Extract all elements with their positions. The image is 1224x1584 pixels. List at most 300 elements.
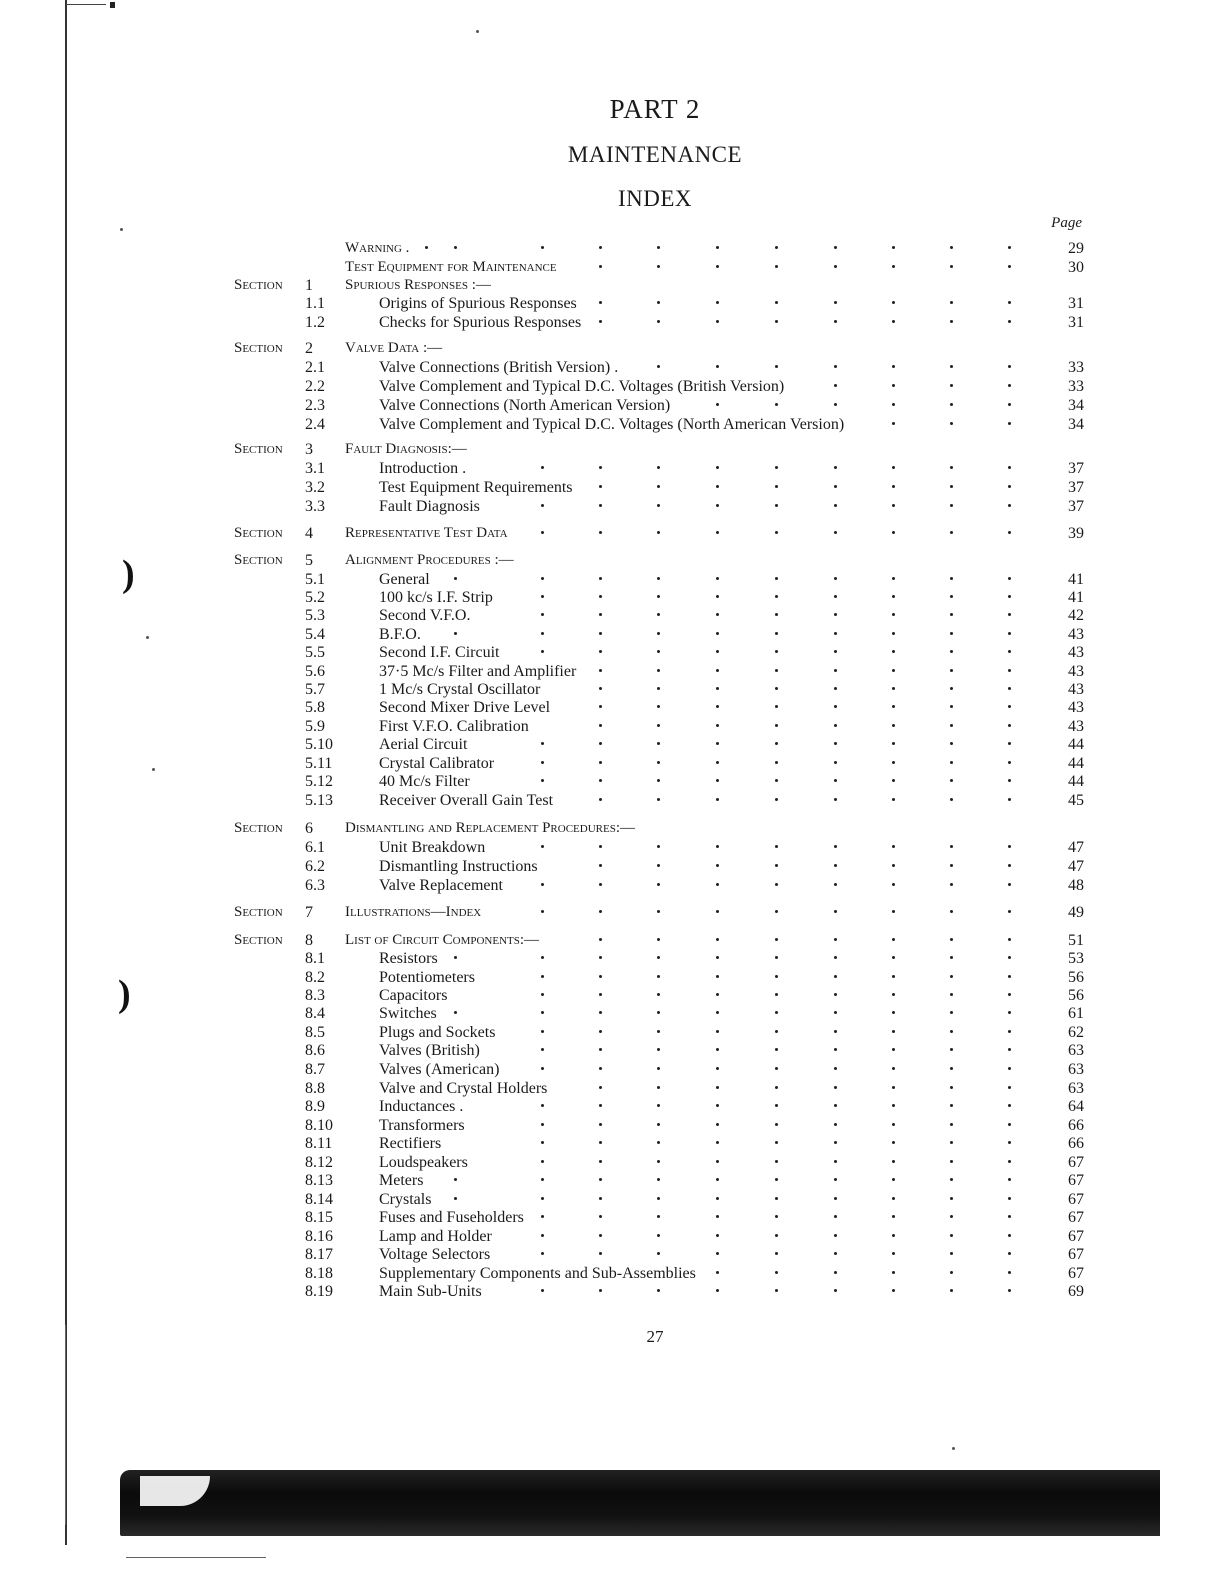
leader-dot — [1008, 485, 1011, 488]
leader-dot — [775, 265, 778, 268]
entry-title: Alignment Procedures :— — [345, 552, 514, 568]
leader-dots — [0, 570, 1224, 589]
leader-dot — [541, 975, 544, 978]
leader-dots — [0, 588, 1224, 607]
leader-dot — [716, 531, 719, 534]
leader-dot — [950, 669, 953, 672]
index-row[interactable] — [0, 1060, 1224, 1079]
leader-dot — [599, 938, 602, 941]
entry-title: Dismantling and Replacement Procedures:— — [345, 820, 635, 836]
index-row[interactable] — [0, 1097, 1224, 1116]
leader-dot — [892, 1104, 895, 1107]
index-row[interactable] — [0, 258, 1224, 277]
leader-dot — [716, 845, 719, 848]
leader-dots — [0, 415, 1224, 434]
leader-dot — [716, 993, 719, 996]
leader-dot — [892, 669, 895, 672]
section-label: Section — [234, 277, 283, 293]
leader-dots — [0, 876, 1224, 895]
page-reference: 47 — [1068, 858, 1084, 875]
page-number: 27 — [646, 1327, 664, 1346]
leader-dots — [0, 680, 1224, 699]
leader-dot — [541, 1104, 544, 1107]
leader-dot — [834, 705, 837, 708]
leader-dot — [834, 910, 837, 913]
leader-dot — [1008, 466, 1011, 469]
leader-dot — [950, 1104, 953, 1107]
index-row[interactable] — [0, 1041, 1224, 1060]
page-reference: 33 — [1068, 359, 1084, 376]
leader-dot — [892, 365, 895, 368]
index-row[interactable] — [0, 239, 1224, 258]
leader-dot — [950, 956, 953, 959]
index-row[interactable] — [0, 968, 1224, 987]
leader-dot — [657, 687, 660, 690]
leader-dot — [892, 742, 895, 745]
page-reference: 37 — [1068, 460, 1084, 477]
leader-dot — [1008, 798, 1011, 801]
index-row[interactable] — [0, 1227, 1224, 1246]
entry-title: Rectifiers — [379, 1135, 442, 1152]
leader-dot — [541, 246, 544, 249]
page-reference: 41 — [1068, 589, 1084, 606]
leader-dot — [599, 1048, 602, 1051]
index-row[interactable] — [0, 276, 1224, 295]
leader-dot — [892, 531, 895, 534]
index-row[interactable] — [0, 1079, 1224, 1098]
leader-dot — [775, 1271, 778, 1274]
page-reference: 41 — [1068, 571, 1084, 588]
leader-dot — [541, 761, 544, 764]
index-row[interactable] — [0, 819, 1224, 838]
index-row[interactable] — [0, 294, 1224, 313]
leader-dots — [0, 986, 1224, 1005]
index-row[interactable] — [0, 396, 1224, 415]
section-number: 3.2 — [305, 479, 325, 496]
leader-dots — [0, 239, 1224, 258]
leader-dot — [892, 1067, 895, 1070]
leader-dot — [1008, 761, 1011, 764]
leader-dot — [775, 504, 778, 507]
page-reference: 56 — [1068, 987, 1084, 1004]
index-row[interactable] — [0, 459, 1224, 478]
leader-dot — [599, 485, 602, 488]
leader-dot — [657, 938, 660, 941]
index-row[interactable] — [0, 1190, 1224, 1209]
page-reference: 29 — [1068, 240, 1084, 257]
leader-dot — [892, 577, 895, 580]
index-row[interactable] — [0, 588, 1224, 607]
leader-dot — [657, 1215, 660, 1218]
leader-dot — [1008, 705, 1011, 708]
index-row[interactable] — [0, 838, 1224, 857]
leader-dot — [950, 1141, 953, 1144]
leader-dot — [599, 320, 602, 323]
leader-dot — [541, 650, 544, 653]
leader-dot — [599, 910, 602, 913]
scan-speck — [952, 1447, 955, 1450]
leader-dot — [950, 864, 953, 867]
leader-dot — [950, 705, 953, 708]
leader-dot — [834, 320, 837, 323]
leader-dot — [454, 956, 457, 959]
leader-dot — [775, 798, 778, 801]
leader-dots — [0, 1060, 1224, 1079]
leader-dot — [950, 761, 953, 764]
leader-dot — [454, 246, 457, 249]
index-row[interactable] — [0, 551, 1224, 570]
leader-dot — [892, 1234, 895, 1237]
leader-dot — [541, 595, 544, 598]
index-row[interactable] — [0, 1208, 1224, 1227]
index-row[interactable] — [0, 339, 1224, 358]
leader-dot — [950, 577, 953, 580]
index-row[interactable] — [0, 986, 1224, 1005]
leader-dot — [1008, 650, 1011, 653]
entry-title: Unit Breakdown — [379, 839, 486, 856]
leader-dot — [716, 1104, 719, 1107]
leader-dot — [834, 1011, 837, 1014]
leader-dot — [775, 1289, 778, 1292]
leader-dot — [1008, 422, 1011, 425]
scan-left-edge-lower — [65, 1325, 66, 1525]
leader-dot — [657, 1067, 660, 1070]
page-reference: 43 — [1068, 626, 1084, 643]
section-number: 8.10 — [305, 1117, 333, 1134]
leader-dot — [1008, 724, 1011, 727]
index-row[interactable] — [0, 754, 1224, 773]
page-reference: 31 — [1068, 314, 1084, 331]
leader-dot — [892, 1271, 895, 1274]
section-label: Section — [234, 340, 283, 356]
leader-dot — [834, 864, 837, 867]
index-row[interactable] — [0, 1004, 1224, 1023]
leader-dot — [599, 466, 602, 469]
leader-dot — [541, 845, 544, 848]
leader-dot — [599, 975, 602, 978]
page-reference: 37 — [1068, 498, 1084, 515]
leader-dot — [892, 1160, 895, 1163]
entry-title: General — [379, 571, 430, 588]
leader-dots — [0, 968, 1224, 987]
leader-dot — [834, 761, 837, 764]
leader-dot — [541, 632, 544, 635]
leader-dot — [599, 724, 602, 727]
leader-dot — [657, 1234, 660, 1237]
leader-dot — [834, 883, 837, 886]
leader-dot — [892, 1011, 895, 1014]
leader-dot — [657, 1104, 660, 1107]
leader-dot — [950, 1234, 953, 1237]
leader-dots — [0, 1171, 1224, 1190]
entry-title: Valve Complement and Typical D.C. Voltages (North American Version) — [379, 416, 845, 433]
section-number: 5 — [305, 552, 313, 569]
index-row[interactable] — [0, 735, 1224, 754]
index-row[interactable] — [0, 772, 1224, 791]
leader-dot — [775, 632, 778, 635]
index-row[interactable] — [0, 415, 1224, 434]
leader-dot — [892, 1048, 895, 1051]
section-number: 2 — [305, 340, 313, 357]
index-row[interactable] — [0, 497, 1224, 516]
leader-dot — [1008, 1123, 1011, 1126]
index-row[interactable] — [0, 1171, 1224, 1190]
entry-title: Potentiometers — [379, 969, 475, 986]
index-row[interactable] — [0, 698, 1224, 717]
leader-dot — [892, 687, 895, 690]
index-row[interactable] — [0, 1282, 1224, 1301]
leader-dot — [834, 384, 837, 387]
entry-title: Warning . — [345, 240, 410, 256]
page-reference: 30 — [1068, 259, 1084, 276]
index-row[interactable] — [0, 662, 1224, 681]
leader-dots — [0, 396, 1224, 415]
index-row[interactable] — [0, 570, 1224, 589]
leader-dot — [834, 993, 837, 996]
leader-dot — [657, 1197, 660, 1200]
leader-dot — [657, 779, 660, 782]
index-row[interactable] — [0, 903, 1224, 922]
leader-dots — [0, 931, 1224, 950]
leader-dot — [1008, 975, 1011, 978]
section-number: 5.10 — [305, 736, 333, 753]
section-number: 5.1 — [305, 571, 325, 588]
leader-dot — [950, 422, 953, 425]
index-row[interactable] — [0, 313, 1224, 332]
leader-dot — [657, 485, 660, 488]
leader-dot — [599, 864, 602, 867]
index-row[interactable] — [0, 440, 1224, 459]
page-reference: 47 — [1068, 839, 1084, 856]
page-reference: 48 — [1068, 877, 1084, 894]
entry-title: First V.F.O. Calibration — [379, 718, 529, 735]
section-number: 8.3 — [305, 987, 325, 1004]
entry-title: List of Circuit Components:— — [345, 932, 540, 948]
page-reference: 34 — [1068, 397, 1084, 414]
leader-dot — [1008, 1197, 1011, 1200]
leader-dot — [892, 403, 895, 406]
leader-dot — [950, 1048, 953, 1051]
leader-dot — [716, 724, 719, 727]
leader-dot — [892, 504, 895, 507]
section-number: 5.3 — [305, 607, 325, 624]
entry-title: Meters — [379, 1172, 424, 1189]
leader-dots — [0, 1134, 1224, 1153]
leader-dot — [541, 910, 544, 913]
page-reference: 62 — [1068, 1024, 1084, 1041]
entry-title: 40 Mc/s Filter — [379, 773, 470, 790]
leader-dot — [599, 1123, 602, 1126]
index-row[interactable] — [0, 680, 1224, 699]
binding-hole-mark: ) — [122, 553, 135, 595]
leader-dot — [834, 779, 837, 782]
leader-dot — [425, 246, 428, 249]
leader-dots — [0, 949, 1224, 968]
page-reference: 67 — [1068, 1154, 1084, 1171]
leader-dot — [950, 301, 953, 304]
leader-dot — [716, 403, 719, 406]
section-number: 5.13 — [305, 792, 333, 809]
section-number: 8.1 — [305, 950, 325, 967]
section-number: 8 — [305, 932, 313, 949]
entry-title: Valves (British) — [379, 1042, 480, 1059]
leader-dot — [599, 1160, 602, 1163]
leader-dot — [1008, 384, 1011, 387]
leader-dot — [834, 1160, 837, 1163]
leader-dot — [892, 724, 895, 727]
leader-dots — [0, 838, 1224, 857]
entry-title: Spurious Responses :— — [345, 277, 491, 293]
section-number: 3 — [305, 441, 313, 458]
leader-dots — [0, 772, 1224, 791]
entry-title: Loudspeakers — [379, 1154, 468, 1171]
leader-dot — [950, 246, 953, 249]
leader-dots — [0, 754, 1224, 773]
index-row[interactable] — [0, 949, 1224, 968]
leader-dot — [1008, 993, 1011, 996]
leader-dot — [775, 1234, 778, 1237]
leader-dot — [716, 577, 719, 580]
leader-dot — [950, 365, 953, 368]
index-row[interactable] — [0, 876, 1224, 895]
page-reference: 33 — [1068, 378, 1084, 395]
leader-dot — [775, 687, 778, 690]
leader-dot — [775, 669, 778, 672]
leader-dot — [775, 650, 778, 653]
index-row[interactable] — [0, 524, 1224, 543]
leader-dot — [657, 613, 660, 616]
leader-dot — [599, 669, 602, 672]
page-reference: 63 — [1068, 1080, 1084, 1097]
leader-dots — [0, 1079, 1224, 1098]
index-row[interactable] — [0, 857, 1224, 876]
index-row[interactable] — [0, 606, 1224, 625]
index-row[interactable] — [0, 643, 1224, 662]
entry-title: Crystal Calibrator — [379, 755, 495, 772]
leader-dot — [834, 742, 837, 745]
leader-dot — [892, 485, 895, 488]
index-row[interactable] — [0, 625, 1224, 644]
index-row[interactable] — [0, 1116, 1224, 1135]
leader-dot — [716, 1289, 719, 1292]
leader-dot — [892, 883, 895, 886]
section-number: 8.9 — [305, 1098, 325, 1115]
page-reference: 69 — [1068, 1283, 1084, 1300]
entry-title: Representative Test Data — [345, 525, 508, 541]
leader-dot — [950, 779, 953, 782]
leader-dot — [716, 466, 719, 469]
entry-title: B.F.O. — [379, 626, 421, 643]
section-number: 8.4 — [305, 1005, 325, 1022]
leader-dot — [716, 975, 719, 978]
section-number: 8.6 — [305, 1042, 325, 1059]
leader-dot — [950, 466, 953, 469]
leader-dot — [950, 724, 953, 727]
leader-dot — [657, 577, 660, 580]
leader-dot — [657, 975, 660, 978]
leader-dots — [0, 606, 1224, 625]
index-row[interactable] — [0, 717, 1224, 736]
leader-dot — [892, 1030, 895, 1033]
leader-dot — [775, 1160, 778, 1163]
leader-dot — [775, 320, 778, 323]
section-label: Section — [234, 552, 283, 568]
index-row[interactable] — [0, 358, 1224, 377]
leader-dot — [599, 1197, 602, 1200]
index-row[interactable] — [0, 791, 1224, 810]
leader-dot — [716, 1215, 719, 1218]
entry-title: Lamp and Holder — [379, 1228, 492, 1245]
index-row[interactable] — [0, 478, 1224, 497]
section-number: 8.12 — [305, 1154, 333, 1171]
index-row[interactable] — [0, 377, 1224, 396]
page-reference: 37 — [1068, 479, 1084, 496]
leader-dot — [599, 1178, 602, 1181]
entry-title: 1 Mc/s Crystal Oscillator — [379, 681, 541, 698]
leader-dot — [1008, 1030, 1011, 1033]
index-row[interactable] — [0, 931, 1224, 950]
leader-dot — [950, 403, 953, 406]
leader-dot — [1008, 320, 1011, 323]
leader-dot — [716, 669, 719, 672]
index-row[interactable] — [0, 1134, 1224, 1153]
leader-dot — [775, 1215, 778, 1218]
leader-dot — [657, 742, 660, 745]
entry-title: Valves (American) — [379, 1061, 500, 1078]
leader-dot — [834, 1123, 837, 1126]
index-row[interactable] — [0, 1264, 1224, 1283]
leader-dot — [775, 761, 778, 764]
leader-dot — [657, 993, 660, 996]
leader-dot — [834, 1215, 837, 1218]
index-row[interactable] — [0, 1023, 1224, 1042]
leader-dot — [950, 1271, 953, 1274]
page-reference: 45 — [1068, 792, 1084, 809]
section-number: 8.14 — [305, 1191, 333, 1208]
index-row[interactable] — [0, 1153, 1224, 1172]
leader-dot — [716, 1234, 719, 1237]
leader-dot — [834, 1086, 837, 1089]
leader-dot — [1008, 1252, 1011, 1255]
leader-dot — [834, 1178, 837, 1181]
leader-dot — [541, 1067, 544, 1070]
leader-dot — [950, 938, 953, 941]
index-row[interactable] — [0, 1245, 1224, 1264]
leader-dot — [454, 1011, 457, 1014]
page-column-label: Page — [1051, 215, 1082, 231]
entry-title: Valve and Crystal Holders — [379, 1080, 548, 1097]
section-number: 7 — [305, 904, 313, 921]
scan-corner-mark — [66, 4, 106, 5]
leader-dot — [892, 1289, 895, 1292]
leader-dot — [716, 1086, 719, 1089]
entry-title: Supplementary Components and Sub-Assemblies — [379, 1265, 696, 1282]
leader-dot — [834, 975, 837, 978]
leader-dot — [834, 798, 837, 801]
leader-dot — [1008, 956, 1011, 959]
section-number: 8.2 — [305, 969, 325, 986]
leader-dot — [950, 320, 953, 323]
leader-dot — [834, 956, 837, 959]
leader-dots — [0, 1208, 1224, 1227]
section-label: Section — [234, 525, 283, 541]
leader-dot — [775, 1123, 778, 1126]
leader-dot — [950, 910, 953, 913]
leader-dot — [1008, 1011, 1011, 1014]
page-reference: 61 — [1068, 1005, 1084, 1022]
leader-dot — [599, 1104, 602, 1107]
leader-dot — [950, 650, 953, 653]
